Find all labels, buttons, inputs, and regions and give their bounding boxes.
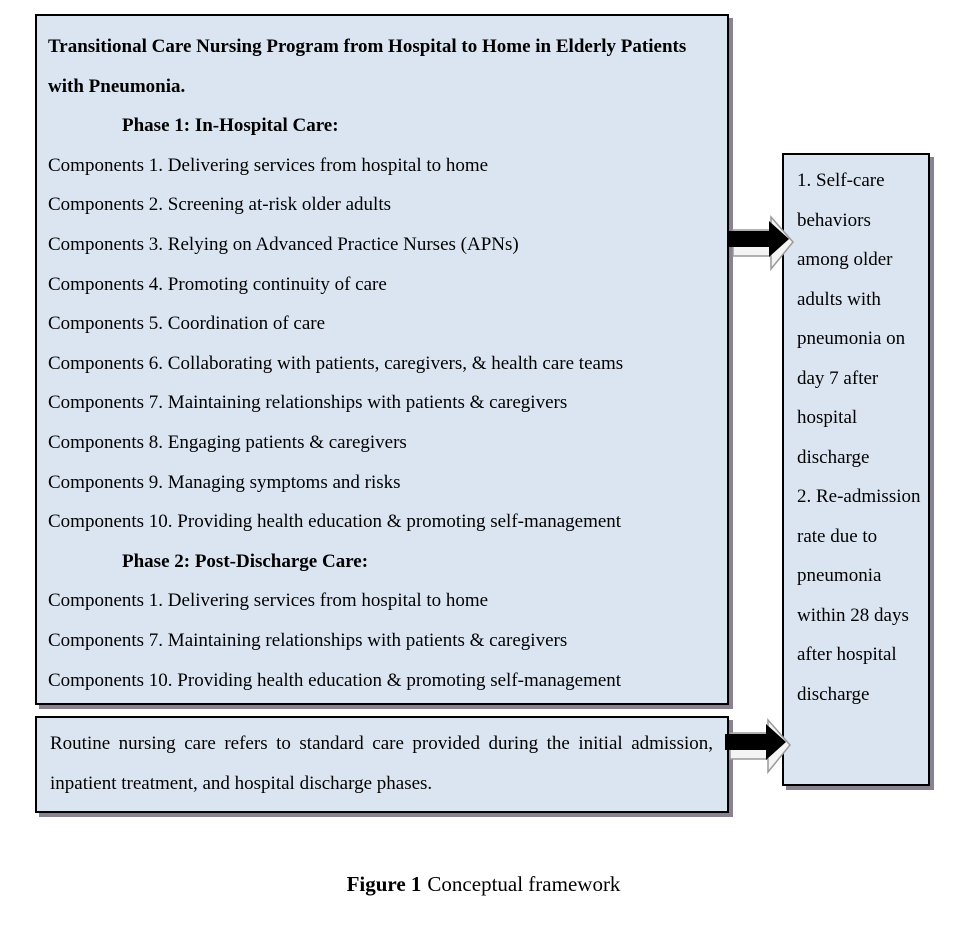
phase1-component: Components 10. Providing health education & promoting self-management [48,511,622,533]
figure-caption-text: Conceptual framework [427,872,621,896]
phase1-component: Components 5. Coordination of care [48,313,326,335]
right-arrow-icon [725,715,791,775]
outcome-item: 2. Re-admission rate due to pneumonia within 28 days after hospital discharge [797,486,921,705]
phase1-component: Components 9. Managing symptoms and risks [48,471,401,493]
phase2-heading: Phase 2: Post-Discharge Care: [122,550,369,572]
phase1-component: Components 7. Maintaining relationships with patients & caregivers [48,392,568,414]
phase2-component: Components 1. Delivering services from hospital to home [48,590,489,612]
phase1-component: Components 2. Screening at-risk older adults [48,194,391,216]
phase1-component: Components 4. Promoting continuity of care [48,273,387,295]
figure-caption [0,872,967,897]
right-arrow-icon [728,212,794,272]
phase1-component: Components 6. Collaborating with patients, caregivers, & health care teams [48,352,624,374]
program-title: Transitional Care Nursing Program from Hospital to Home in Elderly Patients with Pneumonia. [48,36,687,97]
outcome-item: 1. Self-care behaviors among older adults with pneumonia on day 7 after hospital discharge [797,170,906,468]
phase2-component: Components 7. Maintaining relationships with patients & caregivers [48,629,568,651]
intervention-program-box [35,14,729,705]
routine-care-box [35,716,729,813]
phase1-component: Components 8. Engaging patients & caregivers [48,431,407,453]
routine-care-text: Routine nursing care refers to standard care provided during the initial admission, inpatient treatment, and hospital discharge phases. [50,733,713,794]
phase1-component: Components 3. Relying on Advanced Practice Nurses (APNs) [48,233,519,255]
outcomes-box [782,153,930,786]
phase1-heading: Phase 1: In-Hospital Care: [122,115,339,137]
figure-caption-label: Figure 1 [346,872,422,896]
phase1-component: Components 1. Delivering services from hospital to home [48,154,489,176]
phase2-component: Components 10. Providing health education & promoting self-management [48,669,622,691]
